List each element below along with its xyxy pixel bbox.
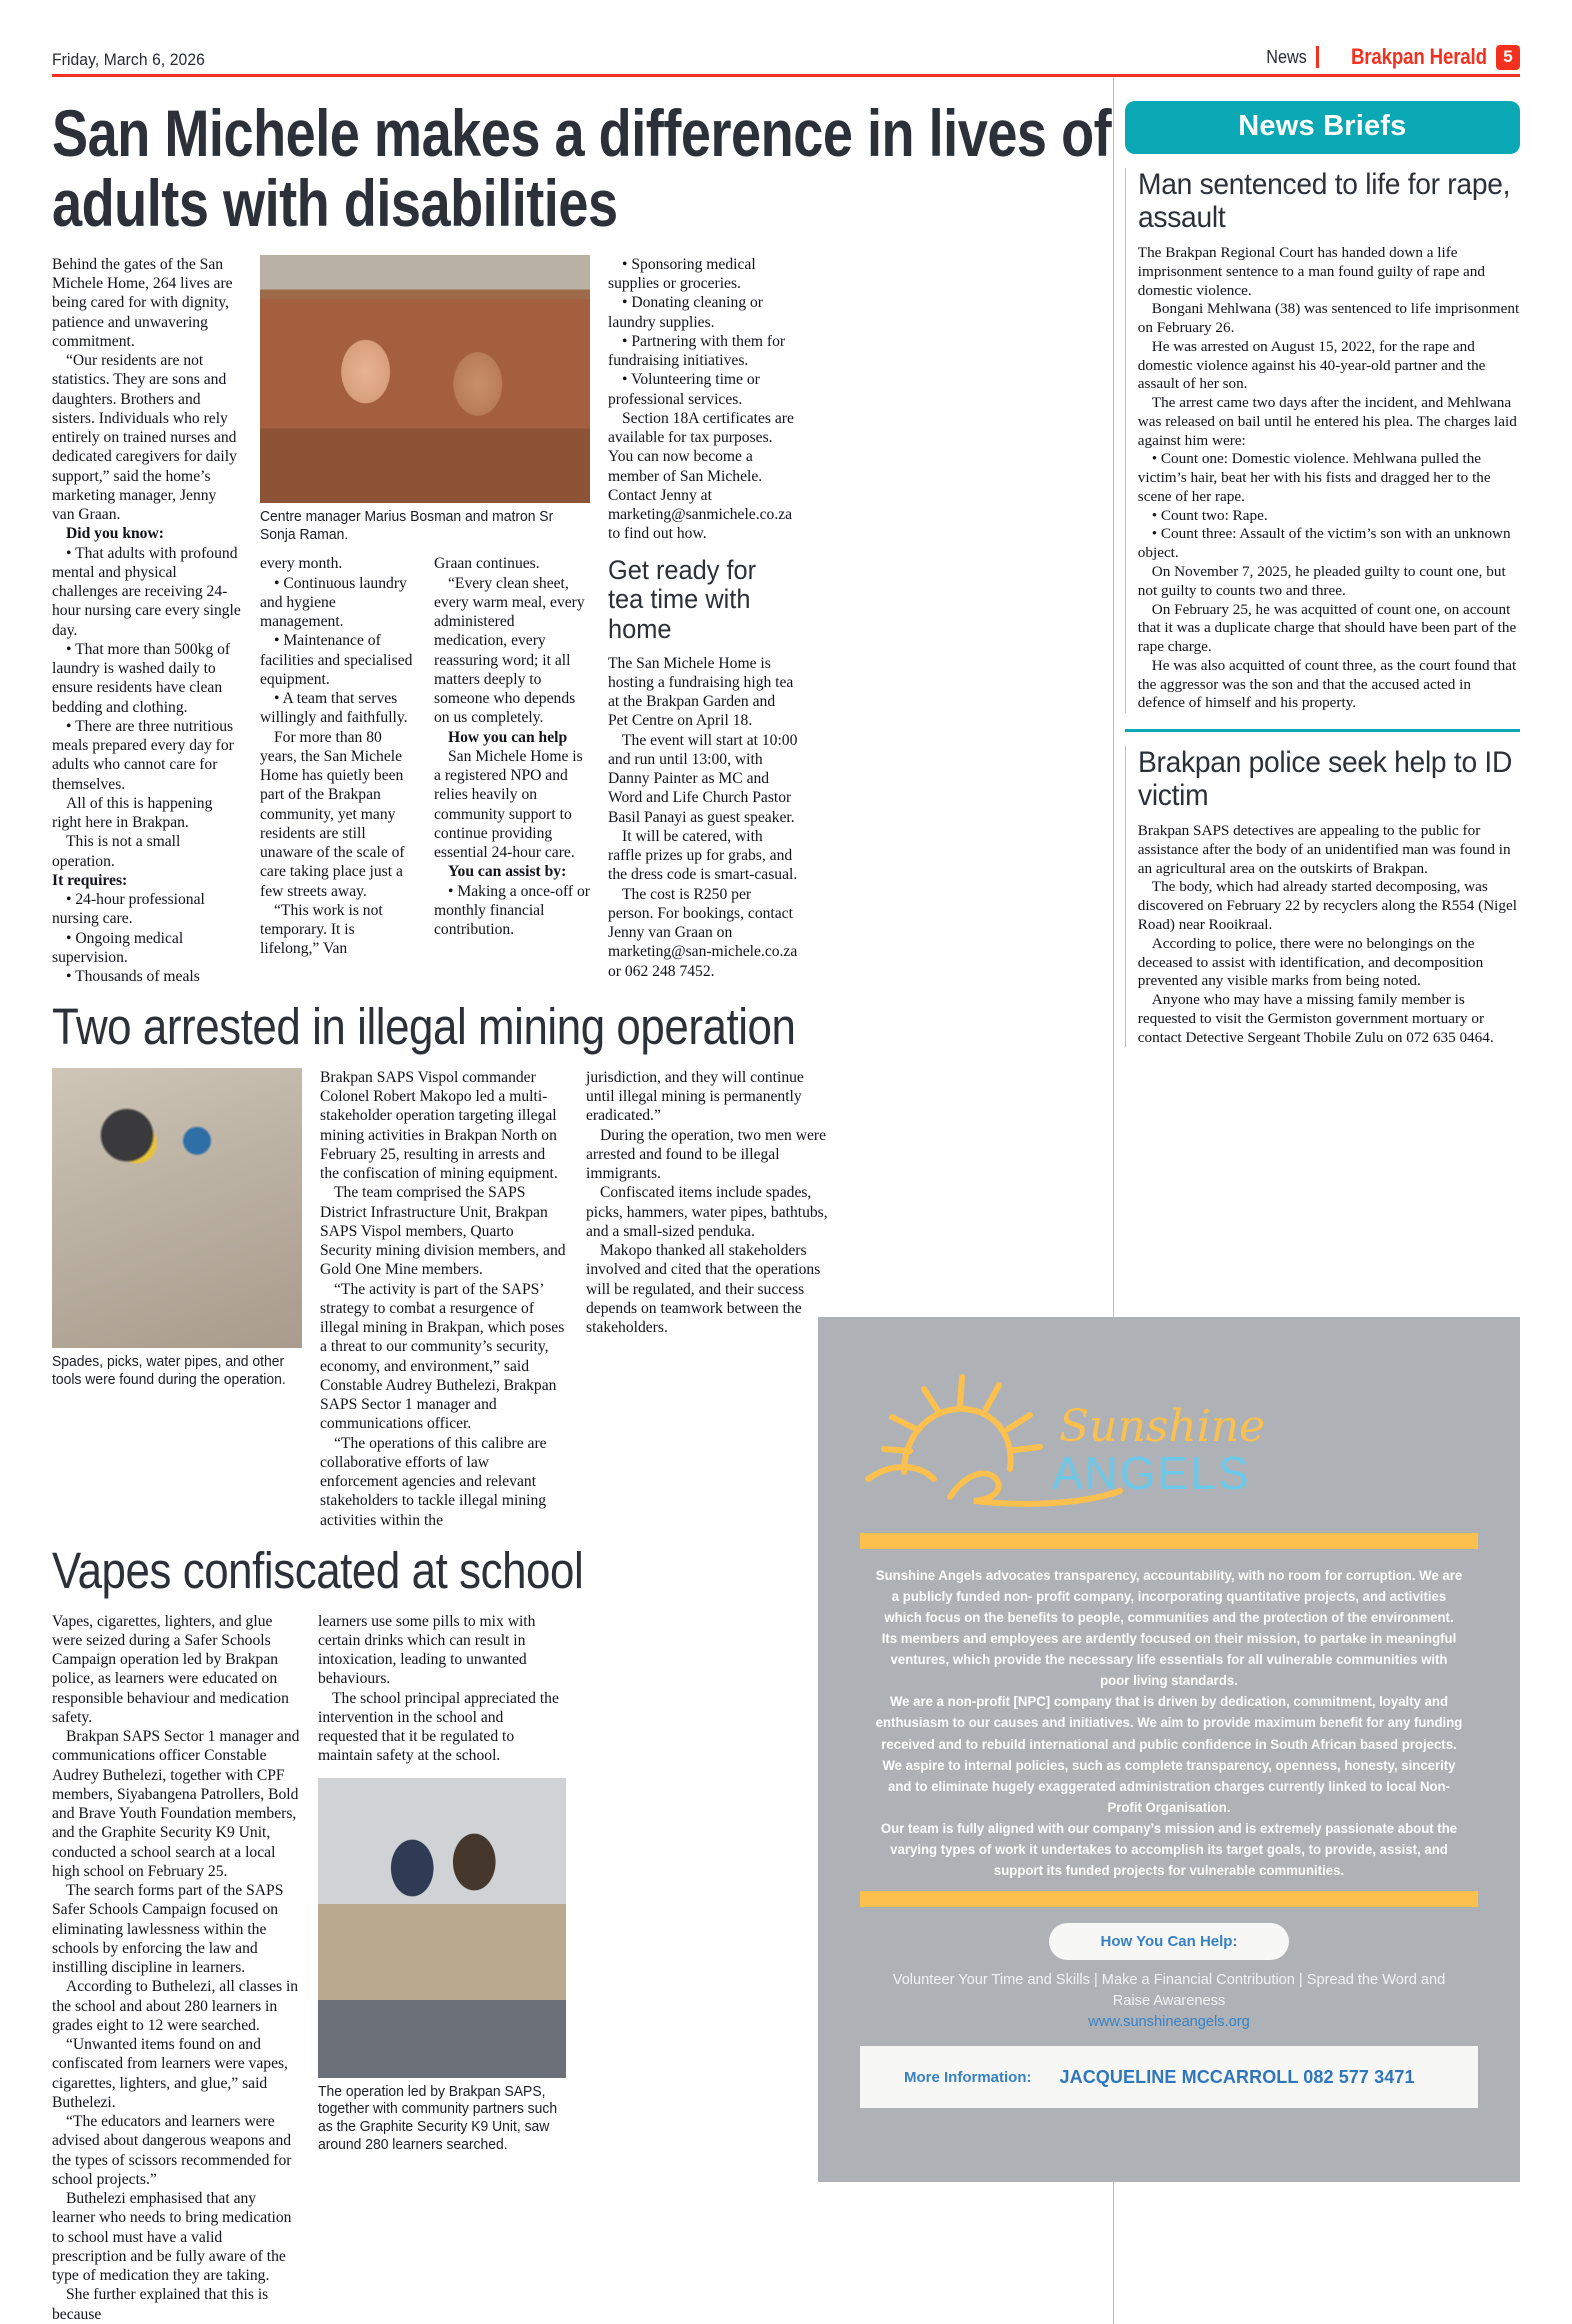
bullet: • Count one: Domestic violence. Mehlwana pulled the victim’s hair, beat her with his fists and dragged her to the scene of her rape. (1137, 450, 1491, 505)
paragraph: The San Michele Home is hosting a fundraising high tea at the Brakpan Garden and Pet Centre on April 18. (608, 654, 794, 730)
brand-script-text: Sunshine (1059, 1401, 1266, 1452)
news-briefs-tab: News Briefs (1125, 101, 1520, 154)
paragraph: The school principal appreciated the intervention in the school and requested that it be regulated to maintain safety at the school. (318, 1689, 559, 1765)
mining-column-2 (586, 1068, 834, 1530)
photo-confiscated-tools (52, 1068, 302, 1348)
article-column-1 (52, 255, 242, 987)
bullet: • Partnering with them for fundraising initiatives. (608, 332, 786, 370)
paragraph: Buthelezi emphasised that any learner who needs to bring medication to school must have a valid prescription and be fully aware of the type of medication they are taking. (52, 2190, 292, 2284)
paragraph: Confiscated items include spades, picks, hammers, water pipes, bathtubs, and a small-sized penduka. (586, 1184, 828, 1240)
advert-bottom-bar (860, 1891, 1478, 1907)
paragraph: The arrest came two days after the incident, and Mehlwana was released on bail until he entered his plea. The charges laid against him were: (1137, 394, 1517, 449)
paragraph: It will be catered, with raffle prizes up for grabs, and the dress code is smart-casual. (608, 827, 798, 884)
bullet: • Thousands of meals (66, 968, 200, 986)
brief-heading: Man sentenced to life for rape, assault (1137, 168, 1510, 234)
paragraph: The team comprised the SAPS District Infrastructure Unit, Brakpan SAPS Vispol members, Quarto Security mining division members, and Gold One Mine members. (320, 1184, 566, 1279)
paragraph: The body, which had already started decomposing, was discovered on February 22 by recyclers along the R554 (Nigel Road) near Rooikraal. (1137, 878, 1517, 933)
photo-school-search (318, 1778, 566, 2078)
paragraph: learners use some pills to mix with certain drinks which can result in intoxication, leading to unwanted behaviours. (318, 1612, 536, 1688)
paragraph: According to police, there were no belongings on the deceased to assist with identification, and decomposition prevented any visible marks from being noted. (1137, 934, 1484, 990)
paragraph: Graan continues. (434, 555, 540, 573)
photo-caption: Spades, picks, water pipes, and other tools were found during the operation. (52, 1353, 286, 1388)
divider-icon (1316, 46, 1319, 68)
paragraph: The cost is R250 per person. For bookings, contact Jenny van Graan on marketing@san-michele.co.za or 062 248 7452. (608, 885, 798, 980)
brand-block-text: ANGELS (1052, 1447, 1251, 1499)
bullet: • There are three nutritious meals prepared every day for adults who cannot care for themselves. (52, 717, 234, 793)
advert-contact-box (860, 2046, 1478, 2108)
paragraph: Section 18A certificates are available for tax purposes. You can now become a member of San Michele. Contact Jenny at marketing@sanmichele.co.za to find out how. (608, 409, 794, 543)
article-column-2 (260, 255, 590, 987)
headline-vapes: Vapes confiscated at school (52, 1541, 584, 1599)
bullet: • Volunteering time or professional services. (608, 371, 760, 408)
bullet: • That more than 500kg of laundry is washed daily to ensure residents have clean bedding and clothing. (52, 640, 231, 716)
paragraph: “The educators and learners were advised about dangerous weapons and the types of scissors recommended for school projects.” (52, 2113, 292, 2188)
publication-title: Brakpan Herald (1351, 44, 1487, 69)
paragraph: Behind the gates of the San Michele Home, 264 lives are being cared for with dignity, patience and unwavering commitment. (52, 255, 233, 350)
article-column-2a (260, 554, 416, 958)
sunshine-angels-logo-icon (854, 1337, 1284, 1527)
advert-ways-to-help: Volunteer Your Time and Skills | Make a Financial Contribution | Spread the Word and Raise Awareness (892, 1971, 1446, 2010)
advert-logo (818, 1317, 1520, 1533)
mining-photo-column (52, 1068, 302, 1530)
vapes-column-2 (318, 1612, 566, 2324)
advert-sunshine-angels[interactable] (818, 1317, 1520, 2182)
masthead-right (1264, 44, 1520, 70)
bullet: • Donating cleaning or laundry supplies. (608, 294, 763, 331)
article-column-4 (608, 255, 798, 987)
paragraph: jurisdiction, and they will continue until illegal mining is permanently eradicated.” (586, 1068, 804, 1125)
paragraph: every month. (260, 555, 343, 573)
advert-paragraph: Its members and employees are ardently focused on their mission, to partake in meaningful ventures, which provide the necessary life essentials for all vulnerable communities with poor living standards. (881, 1631, 1457, 1689)
paragraph: All of this is happening right here in Brakpan. (52, 794, 213, 832)
brief-item-1 (1125, 168, 1520, 713)
subhead-did-you-know: Did you know: (66, 525, 164, 543)
advert-website-link[interactable]: www.sunshineangels.org (1088, 2014, 1250, 2031)
brief-heading: Brakpan police seek help to ID victim (1137, 746, 1512, 813)
paragraph: This is not a small operation. (52, 833, 181, 870)
paragraph: Brakpan SAPS Sector 1 manager and communications officer Constable Audrey Buthelezi, together with CPF members, Siyabangena Patrollers, Bold and Brave Youth Foundation members, and the Graphite Security K9 Unit, conducted a school search at a local high school on February 25. (52, 1728, 300, 1880)
paragraph: “Every clean sheet, every warm meal, every administered medication, every reassuring word; it all matters deeply to someone who depends on us completely. (434, 574, 585, 727)
brief-item-2 (1125, 746, 1520, 1047)
subhead-how-you-can-help: How you can help (448, 728, 568, 746)
paragraph: According to Buthelezi, all classes in the school and about 280 learners in grades eight to 12 were searched. (52, 1978, 299, 2034)
paragraph: She further explained that this is because (52, 2286, 269, 2323)
brief-separator (1125, 729, 1520, 732)
advert-paragraph: Sunshine Angels advocates transparency, accountability, with no room for corruption. We are a publicly funded non- profit company, incorporating quantitative projects, and activities which focus on the benefits to people, communities and the protection of the environment. (875, 1568, 1463, 1626)
subhead-tea-time: Get ready for tea time with home (608, 554, 757, 645)
subhead-you-can-assist: You can assist by: (448, 863, 567, 881)
paragraph: He was also acquitted of count three, as the court found that the aggressor was the son and that the accused acted in defence of himself and his property. (1137, 656, 1517, 712)
paragraph: “Unwanted items found on and confiscated from learners were vapes, cigarettes, lighters, and glue,” said Buthelezi. (52, 2036, 288, 2111)
bullet: • Making a once-off or monthly financial contribution. (434, 882, 591, 939)
paragraph: Bongani Mehlwana (38) was sentenced to life imprisonment on February 26. (1137, 300, 1520, 337)
paragraph: On November 7, 2025, he pleaded guilty to count one, but not guilty to counts two and three. (1137, 563, 1506, 599)
how-you-can-help-button[interactable]: How You Can Help: (1049, 1923, 1289, 1960)
paragraph: “The activity is part of the SAPS’ strategy to combat a resurgence of illegal mining in Brakpan, which poses a threat to our community’s security, economy, and environment,” said Constable Audrey Buthelezi, Brakpan SAPS Sector 1 manager and communications officer. (320, 1280, 565, 1433)
contact-name-phone[interactable]: JACQUELINE MCCARROLL 082 577 3471 (1059, 2066, 1415, 2087)
advert-top-bar (860, 1533, 1478, 1549)
page-number-badge: 5 (1496, 45, 1520, 70)
bullet: • Count two: Rape. (1151, 506, 1268, 524)
paragraph: “The operations of this calibre are collaborative efforts of law enforcement agencies and relevant stakeholders to tackle illegal mining activities within the (320, 1434, 547, 1529)
paragraph: On February 25, he was acquitted of count one, on account that it was a duplicate charge that should have been part of the rape charge. (1137, 600, 1517, 656)
photo-caption: Centre manager Marius Bosman and matron Sr Sonja Raman. (260, 508, 554, 543)
bullet: • Continuous laundry and hygiene management. (260, 574, 407, 631)
headline-mining: Two arrested in illegal mining operation (52, 998, 796, 1056)
bullet: • That adults with profound mental and physical challenges are receiving 24-hour nursing care every single day. (52, 544, 241, 639)
paragraph: The Brakpan Regional Court has handed down a life imprisonment sentence to a man found guilty of rape and domestic violence. (1137, 244, 1485, 299)
bullet: • Sponsoring medical supplies or groceries. (608, 255, 756, 293)
photo-centre-manager (260, 255, 590, 503)
vapes-column-1 (52, 1612, 300, 2324)
bullet: • 24-hour professional nursing care. (52, 891, 205, 928)
masthead (52, 0, 1520, 74)
page-title: San Michele makes a difference in lives of adults with disabilities (52, 96, 1112, 240)
paragraph: The event will start at 10:00 and run until 13:00, with Danny Painter as MC and Word and Life Church Pastor Basil Panayi as guest speaker. (608, 731, 798, 826)
vapes-column-3 (584, 1612, 834, 2324)
paragraph: Makopo thanked all stakeholders involved and cited that the operations will be regulated, and their success depends on teamwork between the stakeholders. (586, 1242, 821, 1337)
photo-caption: The operation led by Brakpan SAPS, together with community partners such as the Graphite Security K9 Unit, saw around 280 learners searched. (318, 2083, 558, 2153)
bullet: • Maintenance of facilities and specialised equipment. (260, 632, 413, 688)
issue-date: Friday, March 6, 2026 (52, 50, 205, 69)
bullet: • A team that serves willingly and faithfully. (260, 690, 408, 727)
paragraph: Anyone who may have a missing family member is requested to visit the Germiston government mortuary or contact Detective Sergeant Thobile Zulu on 072 635 0464. (1137, 991, 1494, 1046)
section-label: News (1266, 46, 1307, 67)
article-san-michele (52, 255, 1103, 987)
paragraph: San Michele Home is a registered NPO and relies heavily on community support to continue providing essential 24-hour care. (434, 747, 583, 862)
article-column-2b (434, 554, 590, 958)
paragraph: He was arrested on August 15, 2022, for the rape and domestic violence against his 40-year-old partner and the assault of her son. (1137, 337, 1486, 393)
paragraph: “Our residents are not statistics. They are sons and daughters. Brothers and sisters. Individuals who rely entirely on trained nurses and dedicated caregivers for daily support,” said the home’s marketing manager, Jenny van Graan. (52, 352, 237, 524)
paragraph: For more than 80 years, the San Michele Home has quietly been part of the Brakpan community, yet many residents are still unaware of the scale of care taking place just a few streets away. (260, 728, 405, 900)
paragraph: Brakpan SAPS Vispol commander Colonel Robert Makopo led a multi-stakeholder operation targeting illegal mining activities in Brakpan North on February 25, resulting in arrests and the confiscation of mining equipment. (320, 1068, 558, 1183)
paragraph: Brakpan SAPS detectives are appealing to the public for assistance after the body of an unidentified man was found in an agricultural area on the outskirts of Brakpan. (1137, 822, 1511, 877)
paragraph: Vapes, cigarettes, lighters, and glue were seized during a Safer Schools Campaign operation led by Brakpan police, as learners were educated on responsible behaviour and medication safety. (52, 1612, 289, 1726)
subhead-it-requires: It requires: (52, 871, 128, 889)
advert-paragraph: Our team is fully aligned with our company’s mission and is extremely passionate about the varying types of work it undertakes to accomplish its target goals, to provide, assist, and support its funded projects for vulnerable communities. (880, 1820, 1458, 1878)
bullet: • Ongoing medical supervision. (52, 929, 184, 966)
advert-body (829, 1549, 1510, 1891)
paragraph: The search forms part of the SAPS Safer Schools Campaign focused on eliminating lawlessness within the schools by enforcing the law and instilling discipline in learners. (52, 1882, 284, 1976)
bullet: • Count three: Assault of the victim’s son with an unknown object. (1137, 525, 1511, 562)
more-information-label: More Information: (904, 2068, 1032, 2086)
mining-column-1 (320, 1068, 568, 1530)
paragraph: During the operation, two men were arrested and found to be illegal immigrants. (586, 1126, 827, 1183)
advert-paragraph: We are a non-profit [NPC] company that is driven by dedication, commitment, loyalty and enthusiasm to our causes and initiatives. We aim to provide maximum benefit for any funding received and to rebuild international and public confidence in South African based projects. We aspire to internal policies, such as complete transparency, openness, honesty, sincerity and to eliminate hugely exaggerated administration charges currently linked to local Non-Profit Organisation. (875, 1694, 1463, 1815)
paragraph: “This work is not temporary. It is lifelong,” Van (260, 901, 383, 958)
